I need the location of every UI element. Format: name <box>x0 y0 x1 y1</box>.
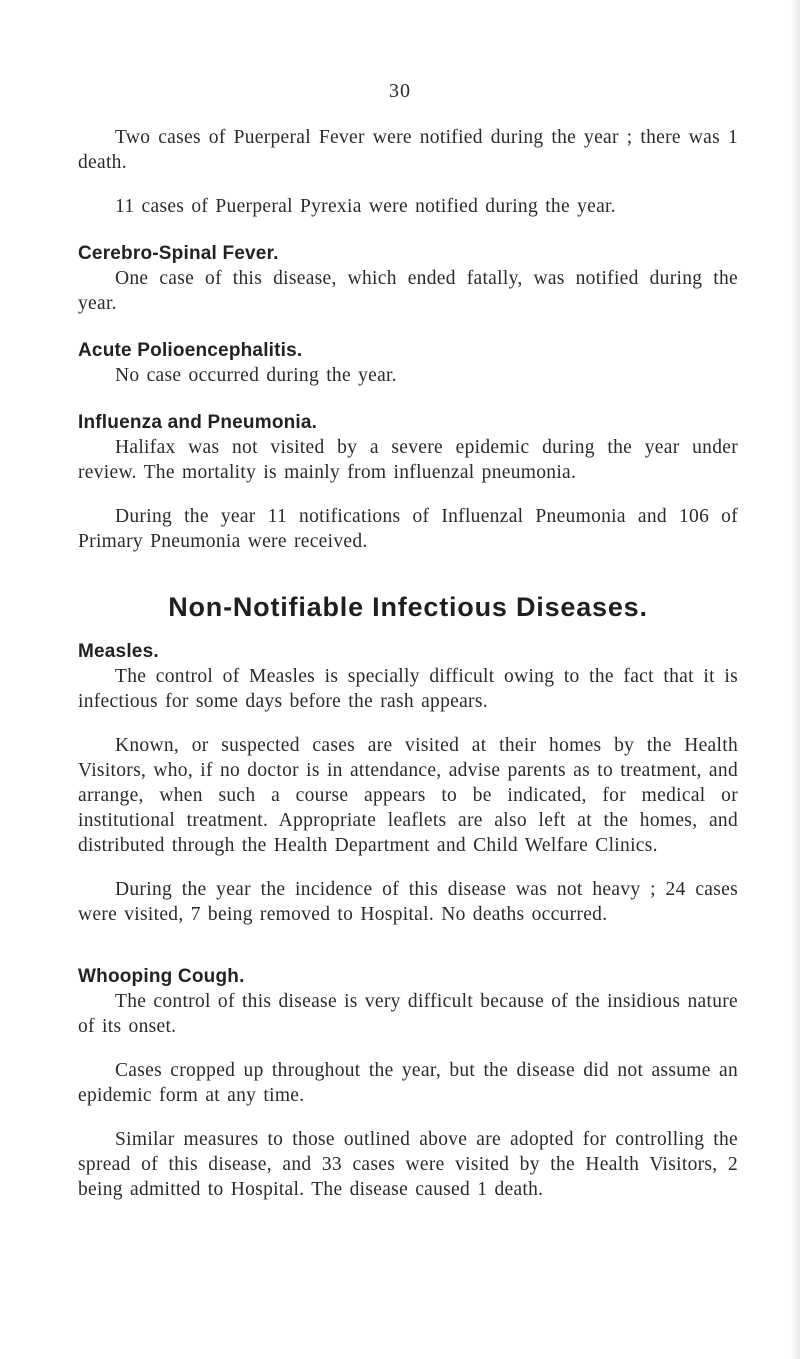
page-number: 30 <box>389 80 411 102</box>
measles-heading: Measles. <box>78 641 159 662</box>
puerperal-fever-paragraph: Two cases of Puerperal Fever were notified during the year ; there was 1 death. <box>78 127 738 173</box>
cerebro-spinal-paragraph: One case of this disease, which ended fatally, was notified during the year. <box>78 268 738 314</box>
whooping-cough-paragraph-3: Similar measures to those outlined above are adopted for controlling the spread of this disease, and 33 cases were visited by the Health Visitors, 2 being admitted to Hospital. The disease caused 1 death. <box>78 1129 738 1200</box>
polioencephalitis-paragraph: No case occurred during the year. <box>115 365 397 386</box>
measles-paragraph-3: During the year the incidence of this disease was not heavy ; 24 cases were visited, 7 being removed to Hospital. No deaths occurred. <box>78 879 738 925</box>
non-notifiable-title: Non-Notifiable Infectious Diseases. <box>168 592 648 622</box>
puerperal-pyrexia-paragraph: 11 cases of Puerperal Pyrexia were notified during the year. <box>115 196 616 217</box>
influenza-paragraph-1: Halifax was not visited by a severe epidemic during the year under review. The mortality is mainly from influenzal pneumonia. <box>78 437 738 483</box>
polioencephalitis-heading: Acute Polioencephalitis. <box>78 340 303 361</box>
page-edge-shadow <box>790 0 800 1359</box>
measles-paragraph-1: The control of Measles is specially difficult owing to the fact that it is infectious for some days before the rash appears. <box>78 666 738 712</box>
influenza-heading: Influenza and Pneumonia. <box>78 412 318 433</box>
influenza-paragraph-2: During the year 11 notifications of Influenzal Pneumonia and 106 of Primary Pneumonia were received. <box>78 506 738 552</box>
whooping-cough-paragraph-2: Cases cropped up throughout the year, but the disease did not assume an epidemic form at any time. <box>78 1060 738 1106</box>
cerebro-spinal-heading: Cerebro-Spinal Fever. <box>78 243 279 264</box>
page-content <box>78 125 738 1202</box>
measles-paragraph-2: Known, or suspected cases are visited at their homes by the Health Visitors, who, if no doctor is in attendance, advise parents as to treatment, and arrange, when such a course appears to be indicated, for medical or institutional treatment. Appropriate leaflets are also left at the homes, and distributed through the Health Department and Child Welfare Clinics. <box>78 735 738 856</box>
whooping-cough-paragraph-1: The control of this disease is very difficult because of the insidious nature of its onset. <box>78 991 738 1037</box>
whooping-cough-heading: Whooping Cough. <box>78 966 245 987</box>
